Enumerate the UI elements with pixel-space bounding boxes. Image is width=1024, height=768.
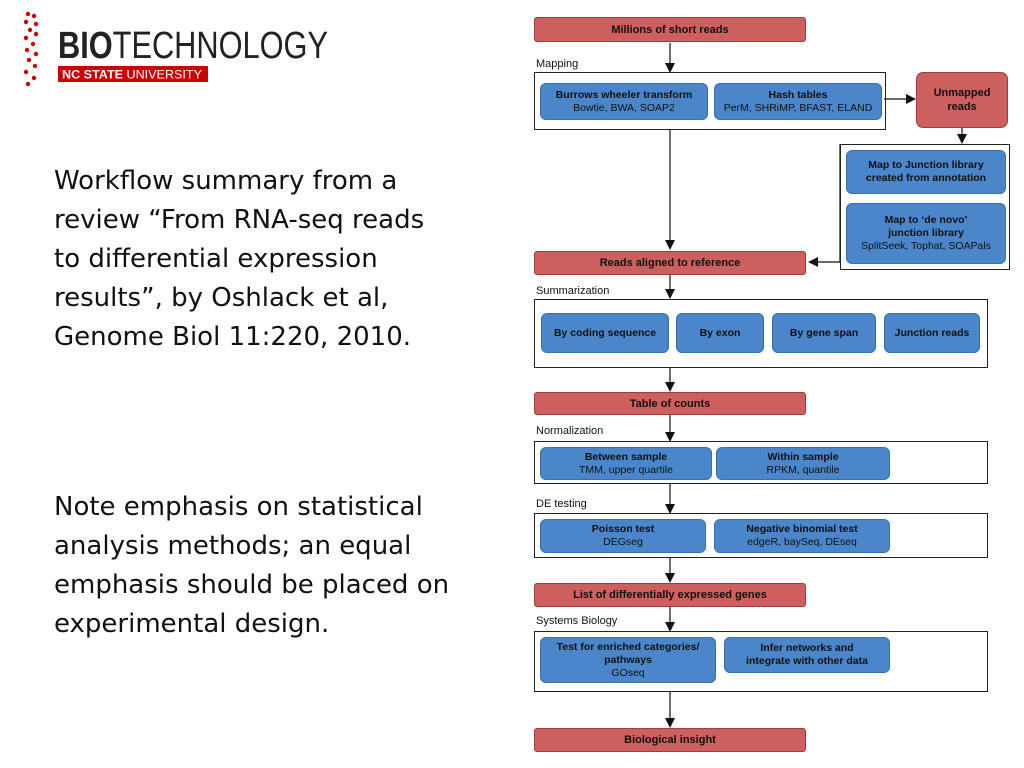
enriched-categories-box	[540, 637, 716, 683]
hash-box	[714, 83, 882, 120]
junction-annotation-box	[846, 150, 1006, 194]
systems-biology-label: Systems Biology	[536, 615, 618, 627]
reads-box: Millions of short reads	[534, 17, 806, 42]
negative-binomial-box	[714, 519, 890, 553]
biological-insight-box: Biological insight	[534, 728, 806, 752]
poisson-tools: DEGseg	[603, 536, 643, 548]
between-methods: TMM, upper quartile	[579, 463, 673, 476]
bwt-title: Burrows wheeler transform	[555, 88, 693, 101]
dna-helix-icon	[24, 12, 38, 86]
bwt-tools: Bowtie, BWA, SOAP2	[573, 101, 675, 114]
logo-graphic	[22, 10, 379, 90]
within-sample-box	[716, 447, 890, 480]
summarization-label: Summarization	[536, 285, 610, 297]
infer-networks-box	[724, 637, 890, 673]
unmapped-line1: Unmapped	[933, 87, 991, 99]
between-title: Between sample	[584, 450, 668, 463]
hash-tools: PerM, SHRiMP, BFAST, ELAND	[723, 101, 873, 114]
normalization-label: Normalization	[536, 425, 604, 437]
junction-denovo-tools: SplitSeek, Tophat, SOAPals	[861, 240, 991, 252]
caption-note: Note emphasis on statistical analysis methods; an equal emphasis should be placed on experimental design.	[54, 492, 450, 639]
junction-denovo-line2: junction library	[888, 227, 964, 239]
arrow-junction-to-aligned	[810, 144, 840, 262]
junction-annot-line1: Map to Junction library	[868, 159, 984, 171]
logo-wordmark-light: TECHNOLOGY	[112, 25, 379, 67]
between-sample-box	[540, 447, 712, 480]
hash-title: Hash tables	[768, 88, 828, 101]
enrich-tools: GOseq	[611, 666, 645, 679]
networks-line2: integrate with other data	[746, 655, 868, 667]
de-testing-label: DE testing	[536, 498, 587, 510]
junction-denovo-line1: Map to ‘de novo’	[884, 214, 968, 226]
unmapped-line2: reads	[947, 101, 977, 113]
within-title: Within sample	[767, 450, 839, 463]
logo-wordmark-bold: BIO	[58, 25, 126, 67]
nb-tools: edgeR, baySeq, DEseq	[747, 536, 857, 548]
junction-reads-box: Junction reads	[884, 313, 980, 353]
enrich-line1: Test for enriched categories/	[556, 640, 700, 653]
biotechnology-logo	[22, 10, 379, 90]
poisson-box	[540, 519, 706, 553]
within-methods: RPKM, quantile	[766, 463, 840, 476]
networks-line1: Infer networks and	[760, 642, 854, 654]
svg-text:NC STATE UNIVERSITY	[62, 70, 202, 82]
gene-span-box: By gene span	[772, 313, 876, 353]
poisson-title: Poisson test	[591, 523, 655, 535]
de-genes-box: List of differentially expressed genes	[534, 583, 806, 607]
aligned-box: Reads aligned to reference	[534, 251, 806, 275]
enrich-line2: pathways	[604, 653, 652, 666]
unmapped-box	[916, 72, 1008, 128]
exon-box: By exon	[676, 313, 764, 353]
nb-title: Negative binomial test	[746, 523, 858, 535]
caption-citation: Workflow summary from a review “From RNA-seq reads to differential expression results”, by Oshlack et al, Genome Biol 11:220, 2010.	[54, 166, 425, 352]
bwt-box	[540, 83, 708, 120]
junction-annot-line2: created from annotation	[865, 172, 987, 184]
svg-text:BIOTECHNOLOGY	[58, 25, 379, 67]
logo-badge-bold: NC STATE	[62, 69, 118, 82]
rnaseq-workflow-diagram	[500, 0, 1024, 768]
logo-badge-light: UNIVERSITY	[123, 69, 196, 82]
mapping-label: Mapping	[536, 58, 579, 70]
junction-denovo-box	[846, 203, 1006, 264]
coding-sequence-box: By coding sequence	[541, 313, 669, 353]
counts-box: Table of counts	[534, 392, 806, 415]
